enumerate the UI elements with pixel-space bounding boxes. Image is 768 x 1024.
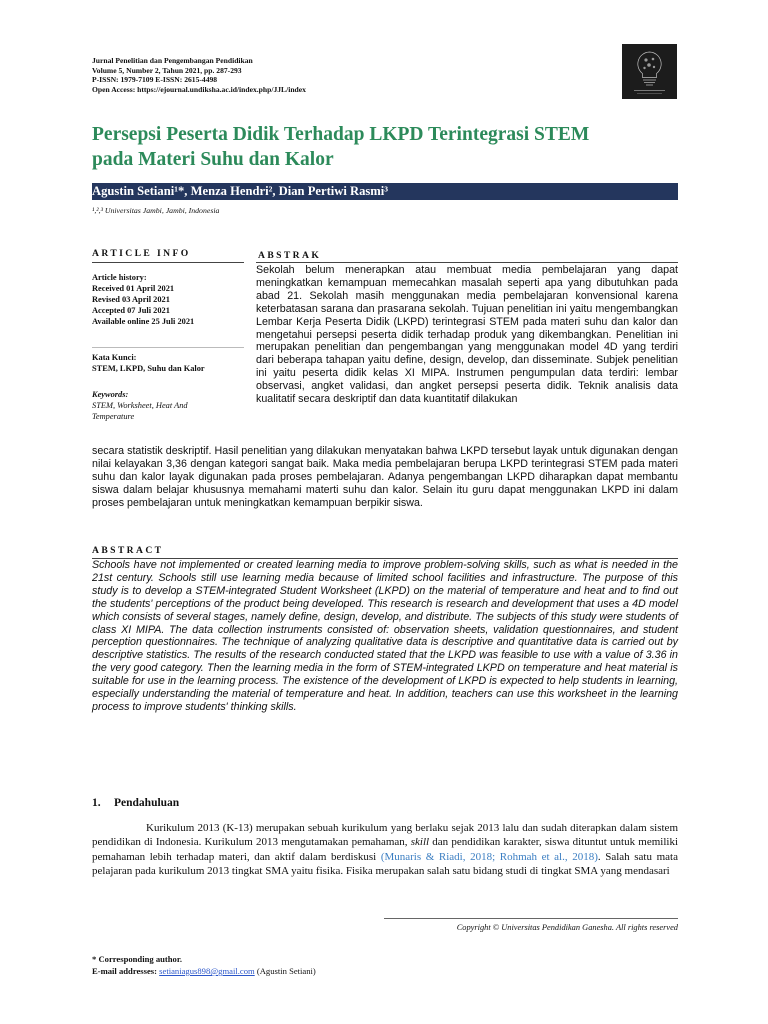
history-title: Article history: <box>92 273 147 282</box>
divider <box>92 347 244 348</box>
email-link[interactable]: setianiagus898@gmail.com <box>159 966 255 976</box>
title-line-2: pada Materi Suhu dan Kalor <box>92 149 334 170</box>
body-paragraph <box>92 821 678 879</box>
copyright: Copyright © Universitas Pendidikan Ganesha. All rights reserved <box>456 923 678 932</box>
title-line-1: Persepsi Peserta Didik Terhadap LKPD Terintegrasi STEM <box>92 124 590 145</box>
corresponding-author <box>92 953 316 977</box>
article-history <box>92 272 252 327</box>
abstrak-text-continued: secara statistik deskriptif. Hasil penelitian yang dilakukan menyatakan bahwa LKPD tersebut layak untuk digunakan dengan nilai kelayakan 3,36 dengan kategori sangat baik. Maka media pembelajaran berupa LKPD terintegrasi STEM pada materi suhu dan kalor layak digunakan pada proses pembelajaran. Adanya pengembangan LKPD diharapkan dapat membantu siswa dalam belajar khususnya memahami materti suhu dan kalor. Selain itu guru dapat menggunakan LKPD ini dalam proses pembelajaran untuk meningkatkan kemampuan berpikir siswa. <box>92 445 678 509</box>
body-text-3: . Salah satu mata pelajaran pada kurikulum 2013 tingkat SMA yaitu fisika. Fisika merupakan salah satu bidang studi di tingkat SMA yang mendasari <box>92 850 678 878</box>
kata-kunci-value: STEM, LKPD, Suhu dan Kalor <box>92 364 205 373</box>
email-name: (Agustin Setiani) <box>254 966 316 976</box>
journal-volume: Volume 5, Number 2, Tahun 2021, pp. 287-293 <box>92 65 242 75</box>
journal-header <box>92 56 306 94</box>
keywords <box>92 389 252 422</box>
keywords-line-2: Temperature <box>92 412 135 421</box>
body-text-1: Kurikulum 2013 (K-13) merupakan sebuah kurikulum yang berlaku sejak 2013 lalu dan sudah diterapkan dalam sistem pendidikan di Indonesia. Kurikulum 2013 mengutamakan pemahaman, <box>92 822 678 849</box>
kata-kunci-title: Kata Kunci: <box>92 353 137 362</box>
keywords-line-1: STEM, Worksheet, Heat And <box>92 401 188 410</box>
accepted-date: Accepted 07 Juli 2021 <box>92 306 170 315</box>
journal-access[interactable]: Open Access: https://ejournal.undiksha.ac.id/index.php/JJL/index <box>92 84 306 94</box>
journal-name: Jurnal Penelitian dan Pengembangan Pendidikan <box>92 56 253 65</box>
abstrak-heading: ABSTRAK <box>258 250 322 261</box>
citation-link[interactable]: (Munaris & Riadi, 2018; Rohmah et al., 2018) <box>380 850 598 863</box>
journal-logo <box>622 44 677 99</box>
divider <box>256 262 678 263</box>
author-names: Agustin Setiani¹*, Menza Hendri², Dian Pertiwi Rasmi³ <box>92 184 389 198</box>
online-date: Available online 25 Juli 2021 <box>92 317 195 326</box>
section-number: 1. <box>92 797 101 809</box>
abstract-heading: ABSTRACT <box>92 545 164 556</box>
corresponding-label: * Corresponding author. <box>92 954 183 964</box>
lightbulb-logo-icon <box>622 44 677 99</box>
footer-divider <box>384 918 678 919</box>
divider <box>92 262 244 263</box>
author-bar <box>92 183 678 200</box>
email-label: E-mail addresses: <box>92 966 160 976</box>
article-info-heading: ARTICLE INFO <box>92 248 191 259</box>
journal-issn: P-ISSN: 1979-7109 E-ISSN: 2615-4498 <box>92 75 218 85</box>
keywords-title: Keywords: <box>92 390 129 399</box>
body-skill: skill <box>410 836 430 849</box>
article-title <box>92 122 692 172</box>
body-text-2: dan pendidikan karakter, siswa dituntut untuk memiliki pemahaman lebih terhadap materi, dan aktif dalam berdiskusi <box>92 836 679 863</box>
section-title: Pendahuluan <box>114 797 180 809</box>
affiliation: ¹,²,³ Universitas Jambi, Jambi, Indonesia <box>92 206 220 215</box>
received-date: Received 01 April 2021 <box>92 284 175 293</box>
abstract-text: Schools have not implemented or created learning media to improve problem-solving skills, such as what is needed in the 21st century. Schools still use learning media because of limited school facilities and infrastructure. The purpose of this study is to develop a STEM-integrated Student Worksheet (LKPD) on the material of temperature and heat and to find out the students' perceptions of the product being developed. This research is research and development that uses a 4D model which consists of several stages, namely define, design, develop, and distribute. The subjects of this study were students of class XI MIPA. The data collection instruments consisted of: observation sheets, validation questionnaires, and student perception questionnaires. The technique of analyzing qualitative data is descriptive and quantitative data is carried out by descriptive statistics. The results of the research conducted stated that the LKPD was feasible to use with a value of 3.36 in the very good category. Then the learning media in the form of STEM-integrated LKPD on temperature and heat material is suitable for use in the learning process. The existence of the development of LKPD is expected to help students in learning, especially understanding the material of temperature and heat. In addition, teachers can use this worksheet in the learning process to improve students' thinking skills. <box>92 559 678 713</box>
abstrak-text: Sekolah belum menerapkan atau membuat media pembelajaran yang dapat meningkatkan kemampuan memecahkan masalah seperti apa yang dibutuhkan pada abad 21. Sekolah masih menggunakan media pembelajaran konvensional karena keterbatasan sarana dan prasarana sekolah. Tujuan penelitian ini yaitu mengembangkan Lembar Kerja Peserta Didik (LKPD) terintegrasi STEM pada materi suhu dan kalor dan mengetahui persepsi peserta didik terhadap produk yang dikembangkan. Penelitian ini merupakan penelitian dan pengembangan yang menggunakan model 4D yang terdiri dari beberapa tahapan yaitu define, design, develop, dan disseminate. Subjek penelitian ini yaitu peserta didik kelas XI MIPA. Instrumen pengumpulan data terdiri: lembar observasi, angket validasi, dan angket persepsi peserta didik. Teknik analisis data kualitatif secara deskriptif dan data kuantitatif dilakukan <box>256 264 678 406</box>
revised-date: Revised 03 April 2021 <box>92 295 170 304</box>
section-heading <box>92 797 179 809</box>
kata-kunci <box>92 352 252 374</box>
